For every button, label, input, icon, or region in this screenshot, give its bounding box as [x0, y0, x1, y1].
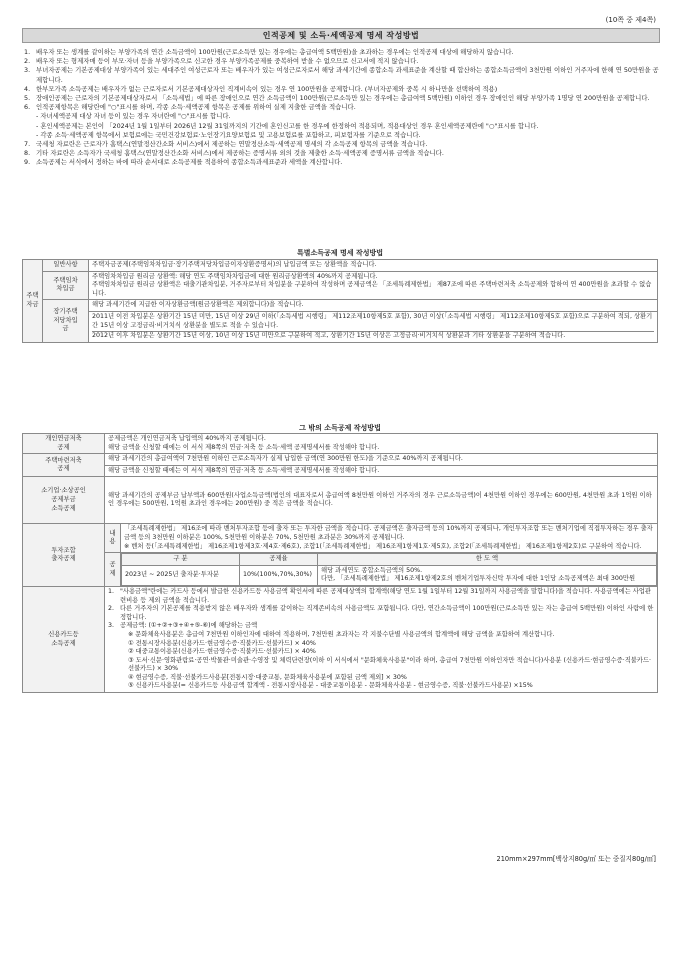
card-circle-item-5: ⑤ 신용카드사용분(= 신용카드등 사용금액 합계액 - 전통시장사용분 - 대중교통이용분 - 문화체육사용분 - 현금영수증, 직불·선불카드사용분) ×15%	[128, 682, 533, 690]
card-text	[105, 586, 658, 692]
note-1: 1. 배우자 또는 생계를 같이하는 부양가족의 연간 소득금액이 100만원(근로소득만 있는 경우에는 총급여액 5백만원)을 초과하는 경우에는 인적공제 대상에 해당하지 않습니다.	[24, 48, 514, 56]
mortgage-text-2a: 2011년 이전 차입분은 상환기간 15년 미만, 15년 이상 29년 이하(「소득세법 시행령」 제112조제10항제5호 포함), 30년 이상(「소득세법 시행령」 제112조제10항제5호 포함)으로 구분하여 적되, 상환기간 15년 이상 고정금리·비거치식 상환분을 별도로 적을 수 있습니다.	[92, 313, 654, 332]
invest-row-rate: 10%(100%,70%,30%)	[240, 565, 318, 585]
invest-row-limit: 해당 과세연도 종합소득금액의 50%. 다만, 「조세특례제한법」 제16조제1항제2호의 벤처기업투자신탁 투자에 대한 1인당 소득공제액은 최대 300만원	[318, 565, 657, 585]
pension-label: 개인연금저축 공제	[23, 434, 105, 454]
invest-head-rate: 공제율	[240, 554, 318, 566]
invest-head-limit: 한 도 액	[318, 554, 657, 566]
card-circle-item-1: ① 전통시장사용분(신용카드·현금영수증·직불카드·선불카드) × 40%	[128, 639, 316, 647]
page-number: (10쪽 중 제4쪽)	[605, 16, 656, 24]
invest-head-category: 구 분	[122, 554, 240, 566]
pension-text: 공제금액은 개인연금저축 납입액의 40%까지 공제됩니다. 해당 금액을 신청할 때에는 이 서식 제8쪽의 연금·저축 등 소득·세액 공제명세서를 작성해야 합니다.	[105, 434, 658, 454]
note-2: 2. 배우자 또는 형제자매 등이 부모·자녀 등을 부양가족으로 신고한 경우 부양가족공제를 중복하여 받을 수 없으므로 신고서에 적지 않습니다.	[24, 57, 419, 66]
merchant-text: 해당 과세기간의 공제부금 납부액과 600만원(사업소득금액(법인의 대표자로서 총급여액 8천만원 이하인 거주자의 경우 근로소득금액)이 4천만원 이하인 경우에는 600만원, 4천만원 초과 1억원 이하인 경우에는 500만원, 1억원 초과인 경우에는 200만원) 중 적은 금액을 적습니다.	[105, 477, 658, 524]
note-4: 4. 한부모가족 소득공제는 배우자가 없는 근로자로서 기본공제대상자인 직계비속이 있는 경우 연 100만원을 공제합니다. (부녀자공제와 중복 시 하나만을 선택하여 적용)	[24, 84, 498, 93]
merchant-label: 소기업·소상공인 공제부금 소득공제	[23, 477, 105, 524]
mortgage-text-2	[89, 311, 658, 342]
special-deduction-title: 특별소득공제 명세 작성방법	[296, 249, 384, 257]
general-label: 일반사항	[43, 260, 89, 272]
card-circle-item-3: ③ 도서·신문·영화관람료·공연·박물관·미술관·수영장 및 체력단련장(이하 이 서식에서 "문화체육사용분"이라 하며, 총급여 7천만원 이하인자만 적습니다)사용분 (신용카드·현금영수증·직불카드·선불카드) × 30%	[128, 656, 652, 673]
subnote-1: - 자녀세액공제 대상 자녀 등이 있는 경우 자녀란에 "○"표시를 합니다.	[36, 112, 231, 121]
housing-savings-label: 주택마련저축 공제	[23, 454, 105, 477]
note-3: 3. 부녀자공제는 기본공제대상 부양가족이 있는 세대주인 여성근로자 또는 배우자가 있는 여성근로자로서 해당 과세기간에 종합소득 과세표준을 계산할 때 합산하는 종합소득금액이 3천만원 이하인 거주자에 한해 연 50만원을 공제합니다.	[24, 66, 659, 84]
invest-row-category: 2023년 ~ 2025년 출자분·투자분	[122, 565, 240, 585]
mortgage-text-1: 해당 과세기간에 지급한 이자상환금액(원금상환액은 제외합니다)을 적습니다.	[89, 300, 658, 312]
invest-deduct-label: 공 제	[105, 553, 121, 587]
housing-savings-text-1: 해당 과세기간의 총급여액이 7천만원 이하인 근로소득자가 실제 납입한 금액(연 300만원 한도)을 기준으로 40%까지 공제됩니다.	[105, 454, 658, 466]
housing-savings-text-2: 해당 금액을 신청할 때에는 이 서식 제8쪽의 연금·저축 등 소득·세액 공제명세서를 작성해야 합니다.	[105, 465, 658, 477]
note-8: 8. 기타 자료란은 소득자가 국세청 홈택스(연말정산간소화 서비스)에서 제공하는 증명서류 외의 것을 제출한 소득·세액공제 증명서류 금액을 적습니다.	[24, 149, 444, 158]
general-notes	[24, 48, 664, 168]
invest-deduct-table	[121, 553, 657, 586]
card-item-1: 1. "사용금액"란에는 카드사 등에서 발급한 신용카드등 사용금액 확인서에 따른 공제대상액의 합계액(해당 연도 1월 1일부터 12월 31일까지 사용금액을 말합니다)을 적습니다. 사용금액에는 사업관련비용 등 제외 금액을 적습니다.	[108, 587, 651, 604]
card-circle-item-2: ② 대중교통이용분(신용카드·현금영수증·직불카드·선불카드) × 40%	[128, 648, 316, 656]
mortgage-label: 장기주택 저당차입 금	[43, 300, 89, 342]
invest-label: 투자조합 출자공제	[23, 524, 105, 587]
note-9: 9. 소득공제는 서식에서 정하는 바에 따라 순서대로 소득공제를 적용하여 종합소득과세표준과 세액을 계산합니다.	[24, 158, 343, 167]
card-note: ※ 문화체육사용분은 총급여 7천만원 이하인자에 대하여 적용하며, 7천만원 초과자는 각 지불수단별 사용금액의 합계액에 해당 금액을 포함하여 계산합니다.	[128, 630, 555, 638]
lease-loan-text: 주택임차차입금 원리금 상환액: 해당 연도 주택임차차입금에 대한 원리금상환액의 40%까지 공제됩니다. 주택임차차입금 원리금 상환액은 대출기관차입분, 거주자로부터 차입분을 구분하여 작성하며 공제금액은 「조세특례제한법」 제87조에 따른 주택마련저축 소득공제와 합하여 연 400만원을 초과할 수 없습니다.	[89, 271, 658, 300]
subnote-2: - 혼인세액공제는 본인이 「2024년 1월 1일부터 2026년 12월 31일까지의 기간에 혼인신고를 한 경우에 한정하여 적용되며, 적용대상인 경우 혼인세액공제란에 "○"표시를 합니다.	[36, 121, 539, 130]
page-title: 인적공제 및 소득·세액공제 명세 작성방법	[22, 28, 660, 43]
note-7: 7. 국세청 자료란은 근로자가 홈택스(연말정산간소화 서비스)에서 제공하는 연말정산소득·세액공제 명세의 각 소득공제 항목의 금액을 적습니다.	[24, 140, 428, 149]
invest-deduct-cell	[121, 553, 658, 587]
mortgage-text-2b: 2012년 이후 차입분은 상환기간 15년 이상, 10년 이상 15년 미만으로 구분하여 적고, 상환기간 15년 이상은 고정금리·비거치식 상환분과 기타 상환분을 구분하여 적습니다.	[92, 332, 566, 340]
housing-fund-group: 주택 자금	[23, 260, 43, 343]
other-deduction-title: 그 밖의 소득공제 작성방법	[299, 424, 381, 432]
note-5: 5. 장애인공제는 근로자의 기본공제대상자로서 「소득세법」에 따른 장애인으로 연간 소득금액이 100만원(근로소득만 있는 경우에는 총급여액 5백만원) 이하인 경우 장애인인 해당 부양가족 1명당 연 200만원을 공제합니다.	[24, 94, 650, 103]
paper-spec: 210mm×297mm[백상지80g/㎡ 또는 중질지80g/㎡]	[496, 855, 656, 863]
card-label: 신용카드등 소득공제	[23, 586, 105, 692]
card-item-2: 2. 다른 거주자의 기본공제를 적용받지 않은 배우자와 생계를 같이하는 직계존비속의 사용금액도 포함됩니다. 다만, 연간소득금액이 100만원(근로소득만 있는 자는 총급여 5백만원) 이하인 사람에 한정합니다.	[108, 605, 654, 621]
invest-content-text: 「조세특례제한법」 제16조에 따라 벤처투자조합 등에 출자 또는 투자한 금액을 적습니다. 공제금액은 출자금액 등의 10%까지 공제되나, 개인투자조합 또는 벤처기업에 직접투자하는 경우 출자금액 등의 3천만원 이하분은 100%, 5천만원 이하분은 70%, 5천만원 초과분은 30%까지 공제됩니다. ※ 벤처 등(「조세특례제한법」 제16조제1항제3호·제4호·제6호), 조합1(「조세특례제한법」 제16조제1항제1호·제5호), 조합2(「조세특례제한법」 제16조제1항제2호)로 구분하여 적습니다.	[121, 524, 658, 553]
other-deduction-table	[22, 433, 658, 693]
subnote-3: - 각종 소득·세액공제 항목에서 보험료에는 국민건강보험료·노인장기요양보험료 및 고용보험료를 포함하고, 피보험자를 기준으로 적습니다.	[36, 130, 421, 139]
invest-content-label: 내 용	[105, 524, 121, 553]
note-6: 6. 인적공제항목은 해당란에 "○"표시를 하며, 각종 소득·세액공제 항목은 공제를 위하여 실제 지출한 금액을 적습니다.	[24, 103, 356, 112]
card-circle-item-4: ④ 현금영수증, 직불·선불카드사용분[전통시장·대중교통, 문화체육사용분에 포함된 금액 제외] × 30%	[128, 673, 407, 681]
card-item-3: 3. 공제금액: (①+②+③+④+⑤-⑥)에 해당하는 금액	[108, 622, 258, 630]
general-text: 주택자금공제(주택임차차입금·장기주택저당차입금이자상환증명서)의 납입금액 또는 상환액을 적습니다.	[89, 260, 658, 272]
lease-loan-label: 주택임차 차입금	[43, 271, 89, 300]
special-deduction-table	[22, 259, 658, 343]
